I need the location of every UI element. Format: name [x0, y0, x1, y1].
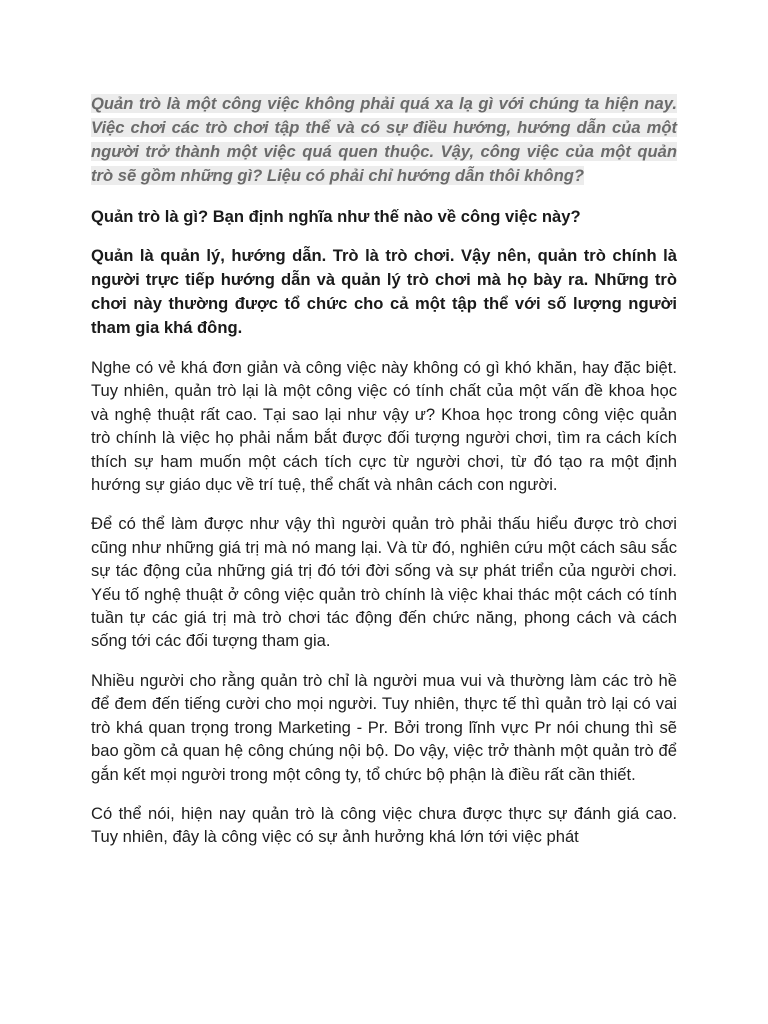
body-paragraph-1: Nghe có vẻ khá đơn giản và công việc này không có gì khó khăn, hay đặc biệt. Tuy nhiên, quản trò lại là một công việc có tính chất của một vấn đề khoa học và nghệ thuật rất cao. Tại sao lại như vậy ư? Khoa học trong công việc quản trò chính là việc họ phải nắm bắt được đối tượng người chơi, tìm ra cách kích thích sự ham muốn một cách tích cực từ người chơi, từ đó tạo ra một định hướng sự giáo dục về trí tuệ, thể chất và nhân cách con người. [91, 358, 677, 495]
body-paragraph-3: Nhiều người cho rằng quản trò chỉ là người mua vui và thường làm các trò hề để đem đến tiếng cười cho mọi người. Tuy nhiên, thực tế thì quản trò lại có vai trò khá quan trọng trong Marketing - Pr. Bởi trong lĩnh vực Pr nói chung thì sẽ bao gồm cả quan hệ công chúng nội bộ. Do vậy, việc trở thành một quản trò để gắn kết mọi người trong một công ty, tổ chức bộ phận là điều rất cần thiết. [91, 670, 677, 784]
intro-text: Quản trò là một công việc không phải quá xa lạ gì với chúng ta hiện nay. Việc chơi các trò chơi tập thể và có sự điều hướng, hướng dẫn của một người trở thành một việc quá quen thuộc. Vậy, công việc của một quản trò sẽ gồm những gì? Liệu có phải chỉ hướng dẫn thôi không? [91, 94, 677, 185]
body-paragraph-2: Để có thể làm được như vậy thì người quản trò phải thấu hiểu được trò chơi cũng như những giá trị mà nó mang lại. Và từ đó, nghiên cứu một cách sâu sắc sự tác động của những giá trị đó tới đời sống và sự phát triển của người chơi. Yếu tố nghệ thuật ở công việc quản trò chính là việc khai thác một cách có tính tuần tự các giá trị mà trò chơi tác động đến chức năng, phong cách và cách sống tới các đối tượng tham gia. [91, 514, 677, 651]
definition-paragraph: Quản là quản lý, hướng dẫn. Trò là trò chơi. Vậy nên, quản trò chính là người trực tiếp hướng dẫn và quản lý trò chơi mà họ bày ra. Những trò chơi này thường được tổ chức cho cả một tập thể với số lượng người tham gia khá đông. [91, 246, 677, 337]
document-page [91, 92, 677, 849]
intro-paragraph [91, 92, 677, 188]
section-heading: Quản trò là gì? Bạn định nghĩa như thế nào về công việc này? [91, 207, 581, 226]
body-paragraph-4: Có thể nói, hiện nay quản trò là công việc chưa được thực sự đánh giá cao. Tuy nhiên, đây là công việc có sự ảnh hưởng khá lớn tới việc phát [91, 803, 677, 847]
